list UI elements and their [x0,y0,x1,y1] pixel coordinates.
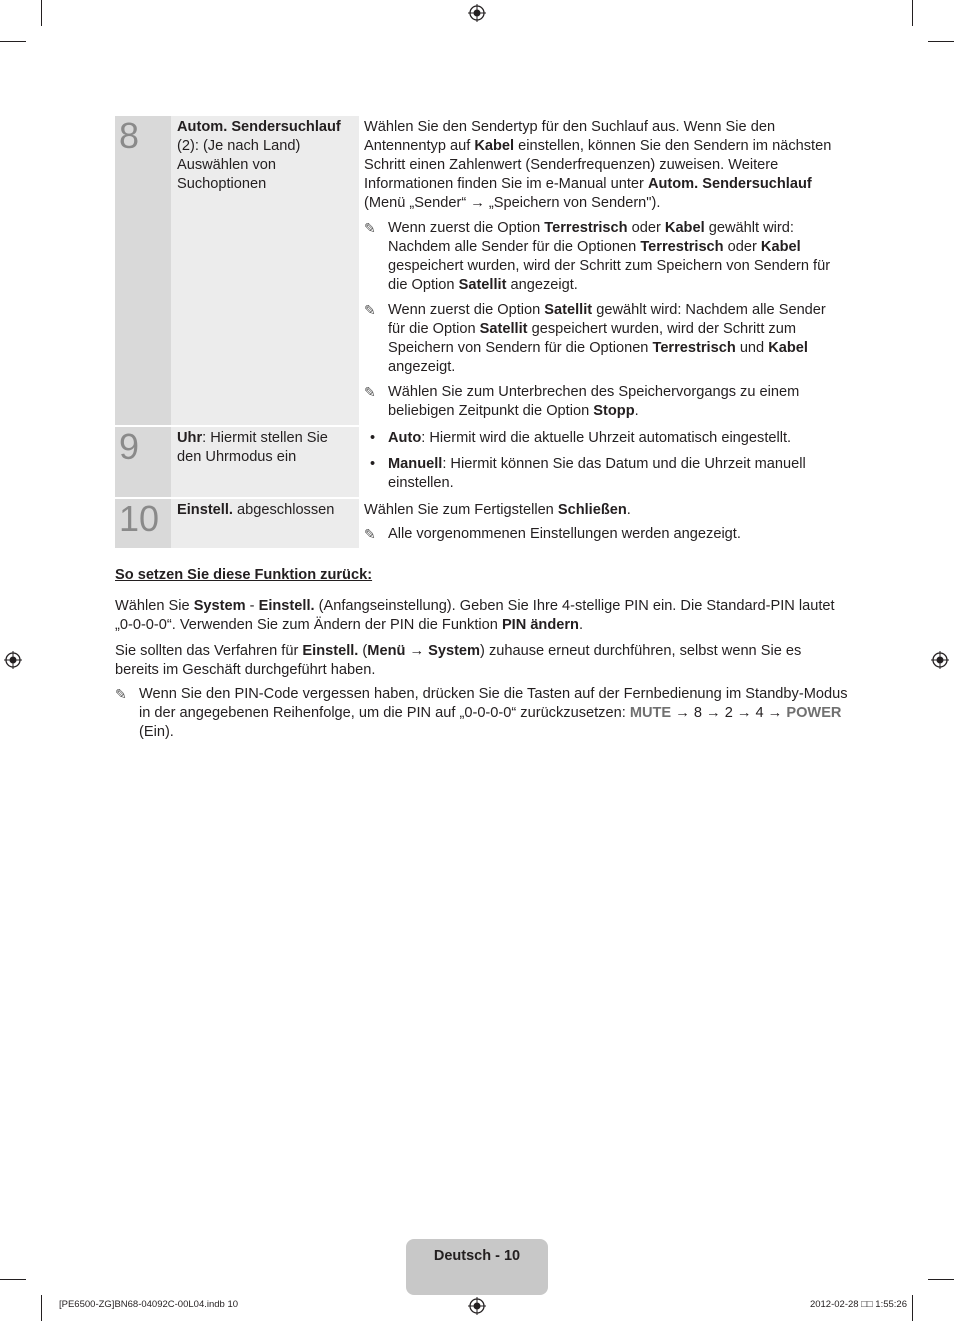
crop-mark [928,41,954,42]
crop-mark [912,0,913,26]
registration-mark-icon [468,1297,486,1315]
step-row [115,499,835,548]
step-label-text: : Hiermit stellen Sie den Uhrmodus ein [177,430,328,465]
page-number: Deutsch - 10 [433,1248,521,1264]
step-label [171,116,359,425]
pencil-note-icon: ✎ [364,220,376,236]
pencil-note-icon: ✎ [364,526,376,542]
crop-mark [928,1279,954,1280]
crop-mark [41,0,42,26]
step-label-text: (2): (Je nach Land) Auswählen von Suchoptionen [177,138,301,192]
note: ✎ Wenn zuerst die Option Terrestrisch oder Kabel gewählt wird: Nachdem alle Sender für die Optionen Terrestrisch oder Kabel gespeichert wurden, wird der Schritt zum Speichern von Sendern für die Option Satellit angezeigt. [364,220,831,293]
step-label [171,499,359,548]
note: ✎ Wenn Sie den PIN-Code vergessen haben, drücken Sie die Tasten auf der Fernbedienung im Standby-Modus in der angegebenen Reihenfolge, um die PIN auf „0-0-0-0“ zurückzusetzen: MUTE → 8 → 2 → 4 → POWER (Ein). [115,686,848,740]
setup-steps-table [115,116,835,548]
crop-mark [0,1279,26,1280]
step-description [359,499,835,548]
step-label-title: Autom. Sendersuchlauf [177,119,341,135]
reset-heading: So setzen Sie diese Funktion zurück: [115,567,373,583]
page-number-tab [406,1239,548,1295]
note: ✎ Alle vorgenommenen Einstellungen werden angezeigt. [364,526,741,542]
step-description [359,427,835,497]
reset-paragraph: Wählen Sie System - Einstell. (Anfangseinstellung). Geben Sie Ihre 4-stellige PIN ein. Die Standard-PIN lautet „0-0-0-0“. Verwenden Sie zum Ändern der PIN die Funktion PIN ändern. [115,598,835,633]
step-label-title: Einstell. [177,502,233,518]
note: ✎ Wenn zuerst die Option Satellit gewählt wird: Nachdem alle Sender für die Option Satellit gespeichert wurden, wird der Schritt zum Speichern von Sendern für die Optionen Terrestrisch und Kabel angezeigt. [364,302,826,375]
list-item: • Auto: Hiermit wird die aktuelle Uhrzeit automatisch eingestellt. [370,430,792,446]
step-row [115,116,835,425]
print-slug-left: [PE6500-ZG]BN68-04092C-00L04.indb 10 [59,1299,239,1310]
crop-mark [41,1295,42,1321]
step-number: 10 [115,499,171,548]
step-label [171,427,359,497]
note: ✎ Wählen Sie zum Unterbrechen des Speichervorgangs zu einem beliebigen Zeitpunkt die Option Stopp. [364,384,800,419]
step-description-text: Wählen Sie den Sendertyp für den Suchlauf aus. Wenn Sie den Antennentyp auf Kabel einstellen, können Sie den Sendern im nächsten Schritt einen Zahlenwert (Senderfrequenzen) zuweisen. Weitere Informationen finden Sie im e-Manual unter Autom. Sendersuchlauf (Menü „Sender“ → „Speichern von Sendern"). [364,119,832,211]
pencil-note-icon: ✎ [115,686,127,702]
step-label-text: abgeschlossen [232,502,335,518]
crop-mark [912,1295,913,1321]
print-slug-right: 2012-02-28 □□ 1:55:26 [809,1299,907,1310]
registration-mark-icon [468,4,486,22]
step-description-text: Wählen Sie zum Fertigstellen Schließen. [364,502,631,518]
pencil-note-icon: ✎ [364,384,376,400]
step-label-title: Uhr [177,430,203,446]
pencil-note-icon: ✎ [364,302,376,318]
step-number: 8 [115,116,171,425]
list-item: • Manuell: Hiermit können Sie das Datum und die Uhrzeit manuell einstellen. [370,456,806,491]
step-description [359,116,835,425]
reset-paragraph: Sie sollten das Verfahren für Einstell. (Menü → System) zuhause erneut durchführen, selbst wenn Sie es bereits im Geschäft durchgeführt haben. [115,643,802,678]
step-number: 9 [115,427,171,497]
crop-mark [0,41,26,42]
step-row [115,427,835,497]
registration-mark-icon [4,651,22,669]
registration-mark-icon [931,651,949,669]
